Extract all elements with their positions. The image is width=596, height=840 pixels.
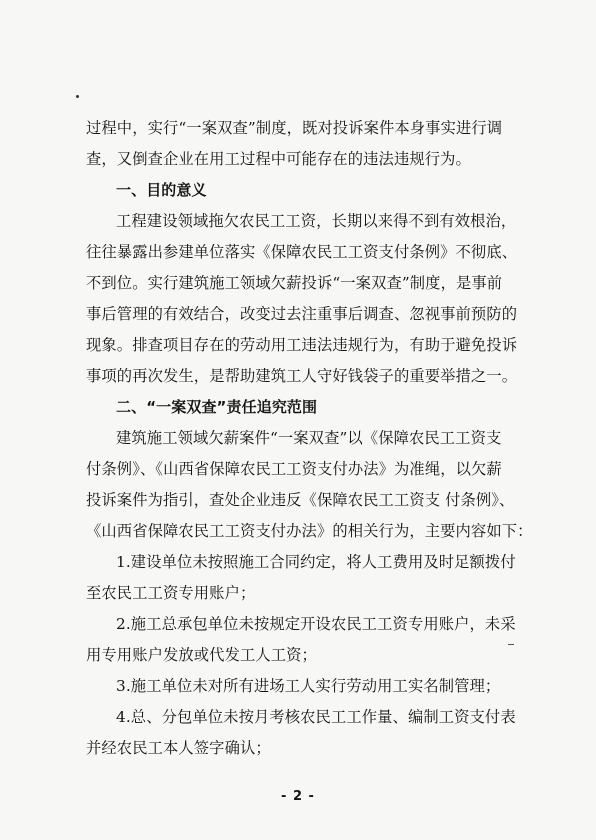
section-heading: 二、“一案双查”责任追究范围 xyxy=(116,398,318,416)
body-line: 查，又倒查企业在用工过程中可能存在的违法违规行为。 xyxy=(86,150,471,168)
list-item: 2.施工总承包单位未按规定开设农民工工资专用账户，未采 xyxy=(116,615,516,633)
body-line: 投诉案件为指引，查处企业违反《保障农民工工资支 付条例》、 xyxy=(86,491,515,509)
list-item-continuation: 并经农民工本人签字确认； xyxy=(86,739,271,757)
body-line: 过程中，实行“一案双查”制度，既对投诉案件本身事实进行调 xyxy=(86,119,503,137)
list-item: 3.施工单位未对所有进场工人实行劳动用工实名制管理； xyxy=(116,677,501,695)
body-line: 现象。排查项目存在的劳动用工违法违规行为，有助于避免投诉 xyxy=(86,336,518,354)
page-number: - 2 - xyxy=(281,789,315,804)
body-line: 建筑施工领域欠薪案件“一案双查”以《保障农民工工资支 xyxy=(116,429,502,447)
scan-speck xyxy=(76,95,79,98)
body-line: 工程建设领域拖欠农民工工资，长期以来得不到有效根治， xyxy=(116,212,517,230)
body-line: 《山西省保障农民工工资支付办法》的相关行为，主要内容如下： xyxy=(86,522,533,540)
body-line: 事后管理的有效结合，改变过去注重事后调查、忽视事前预防的 xyxy=(86,305,518,323)
list-item: 1.建设单位未按照施工合同约定，将人工费用及时足额拨付 xyxy=(116,553,516,571)
list-item: 4.总、分包单位未按月考核农民工工作量、编制工资支付表 xyxy=(116,708,516,726)
body-line: 往往暴露出参建单位落实《保障农民工工资支付条例》不彻底、 xyxy=(86,243,518,261)
list-item-continuation: 至农民工工资专用账户； xyxy=(86,584,256,602)
scan-mark xyxy=(508,644,514,645)
section-heading: 一、目的意义 xyxy=(116,181,207,199)
body-line: 事项的再次发生，是帮助建筑工人守好钱袋子的重要举措之一。 xyxy=(86,367,518,385)
list-item-continuation: 用专用账户发放或代发工人工资； xyxy=(86,646,317,664)
body-line: 不到位。实行建筑施工领域欠薪投诉“一案双查”制度，是事前 xyxy=(86,274,503,292)
body-line: 付条例》、《山西省保障农民工工资支付办法》为准绳，以欠薪 xyxy=(86,460,502,478)
